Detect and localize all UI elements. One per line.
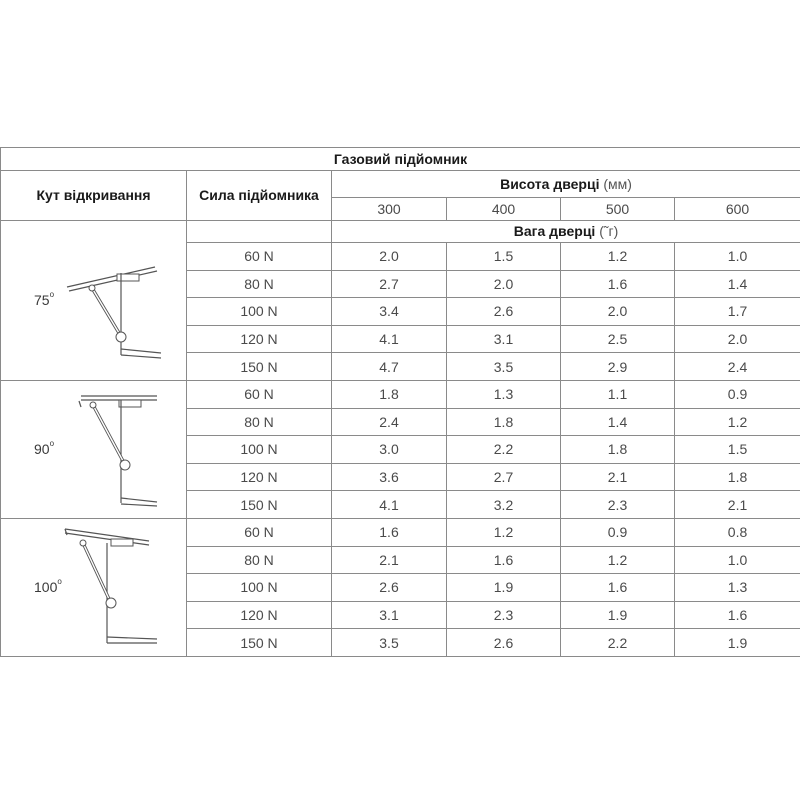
weight-value-cell: 2.4 bbox=[332, 408, 447, 436]
weight-value-cell: 3.2 bbox=[447, 491, 561, 519]
gas-lift-table bbox=[0, 147, 800, 657]
weight-value-cell: 1.9 bbox=[675, 629, 800, 657]
weight-value-cell: 2.3 bbox=[447, 601, 561, 629]
weight-value-cell: 1.0 bbox=[675, 243, 800, 271]
lift-force-cell: 150 N bbox=[187, 629, 332, 657]
weight-value-cell: 2.9 bbox=[561, 353, 675, 381]
opening-angle-cell bbox=[1, 518, 187, 656]
weight-value-cell: 3.6 bbox=[332, 463, 447, 491]
table-title: Газовий підйомник bbox=[1, 148, 800, 171]
weight-value-cell: 2.7 bbox=[447, 463, 561, 491]
weight-value-cell: 1.2 bbox=[561, 243, 675, 271]
lift-force-header: Сила підйомника bbox=[187, 171, 332, 221]
weight-value-cell: 2.0 bbox=[447, 270, 561, 298]
weight-value-cell: 1.4 bbox=[675, 270, 800, 298]
angle-number: 100 bbox=[34, 578, 58, 595]
weight-value-cell: 2.1 bbox=[675, 491, 800, 519]
lift-force-cell: 100 N bbox=[187, 298, 332, 326]
weight-value-cell: 1.2 bbox=[447, 518, 561, 546]
weight-value-cell: 0.9 bbox=[561, 518, 675, 546]
table-row bbox=[1, 380, 800, 408]
weight-value-cell: 3.4 bbox=[332, 298, 447, 326]
weight-value-cell: 1.6 bbox=[675, 601, 800, 629]
opening-angle-cell bbox=[1, 221, 187, 381]
degree-sign: o bbox=[49, 290, 55, 300]
table-row bbox=[1, 221, 800, 243]
angle-number: 75 bbox=[34, 292, 50, 308]
weight-value-cell: 1.0 bbox=[675, 546, 800, 574]
weight-value-cell: 4.1 bbox=[332, 491, 447, 519]
lift-force-cell: 80 N bbox=[187, 546, 332, 574]
door-height-unit: (мм) bbox=[603, 175, 632, 192]
weight-value-cell: 1.9 bbox=[447, 574, 561, 602]
weight-value-cell: 3.5 bbox=[332, 629, 447, 657]
table-row bbox=[1, 518, 800, 546]
door-weight-label: Вага дверці bbox=[513, 223, 596, 239]
door-height-400: 400 bbox=[447, 198, 561, 221]
weight-value-cell: 4.7 bbox=[332, 353, 447, 381]
degree-sign: o bbox=[57, 577, 62, 587]
weight-value-cell: 2.0 bbox=[675, 325, 800, 353]
weight-value-cell: 2.4 bbox=[675, 353, 800, 381]
angle-value bbox=[34, 441, 54, 457]
lift-force-cell: 100 N bbox=[187, 436, 332, 464]
weight-value-cell: 1.6 bbox=[561, 270, 675, 298]
degree-sign: o bbox=[49, 439, 55, 449]
weight-value-cell: 3.1 bbox=[332, 601, 447, 629]
lift-force-cell: 100 N bbox=[187, 574, 332, 602]
weight-value-cell: 1.8 bbox=[561, 436, 675, 464]
weight-value-cell: 1.8 bbox=[332, 380, 447, 408]
lift-force-cell: 120 N bbox=[187, 463, 332, 491]
weight-value-cell: 0.9 bbox=[675, 380, 800, 408]
weight-value-cell: 4.1 bbox=[332, 325, 447, 353]
lift-force-cell: 120 N bbox=[187, 601, 332, 629]
door-height-500: 500 bbox=[561, 198, 675, 221]
lift-force-cell: 150 N bbox=[187, 353, 332, 381]
force-blank-cell bbox=[187, 221, 332, 243]
weight-value-cell: 1.8 bbox=[447, 408, 561, 436]
door-height-600: 600 bbox=[675, 198, 800, 221]
weight-value-cell: 1.4 bbox=[561, 408, 675, 436]
angle-value bbox=[34, 292, 54, 308]
door-height-300: 300 bbox=[332, 198, 447, 221]
weight-value-cell: 2.5 bbox=[561, 325, 675, 353]
angle-value bbox=[34, 579, 62, 595]
weight-value-cell: 1.7 bbox=[675, 298, 800, 326]
weight-value-cell: 2.0 bbox=[561, 298, 675, 326]
weight-value-cell: 2.1 bbox=[561, 463, 675, 491]
lift-force-cell: 80 N bbox=[187, 270, 332, 298]
lift-force-cell: 60 N bbox=[187, 518, 332, 546]
weight-value-cell: 2.2 bbox=[561, 629, 675, 657]
angle-number: 90 bbox=[34, 440, 50, 457]
door-height-header bbox=[332, 171, 800, 198]
weight-value-cell: 1.6 bbox=[332, 518, 447, 546]
weight-value-cell: 2.2 bbox=[447, 436, 561, 464]
lift-force-cell: 60 N bbox=[187, 243, 332, 271]
lift-force-cell: 60 N bbox=[187, 380, 332, 408]
opening-angle-cell bbox=[1, 380, 187, 518]
door-height-label: Висота дверці bbox=[500, 175, 600, 192]
weight-value-cell: 3.1 bbox=[447, 325, 561, 353]
door-weight-header bbox=[332, 221, 800, 243]
spec-table-container bbox=[0, 147, 800, 652]
weight-value-cell: 2.3 bbox=[561, 491, 675, 519]
weight-value-cell: 2.1 bbox=[332, 546, 447, 574]
weight-value-cell: 1.5 bbox=[675, 436, 800, 464]
weight-value-cell: 1.3 bbox=[447, 380, 561, 408]
lift-force-cell: 80 N bbox=[187, 408, 332, 436]
weight-value-cell: 2.0 bbox=[332, 243, 447, 271]
weight-value-cell: 1.2 bbox=[675, 408, 800, 436]
weight-value-cell: 2.6 bbox=[332, 574, 447, 602]
weight-value-cell: 0.8 bbox=[675, 518, 800, 546]
weight-value-cell: 3.5 bbox=[447, 353, 561, 381]
weight-value-cell: 1.8 bbox=[675, 463, 800, 491]
weight-value-cell: 1.2 bbox=[561, 546, 675, 574]
door-weight-unit: (˜г) bbox=[599, 223, 619, 239]
weight-value-cell: 2.7 bbox=[332, 270, 447, 298]
lift-force-cell: 120 N bbox=[187, 325, 332, 353]
weight-value-cell: 1.1 bbox=[561, 380, 675, 408]
weight-value-cell: 1.3 bbox=[675, 574, 800, 602]
lift-force-cell: 150 N bbox=[187, 491, 332, 519]
weight-value-cell: 1.6 bbox=[447, 546, 561, 574]
weight-value-cell: 1.5 bbox=[447, 243, 561, 271]
weight-value-cell: 1.9 bbox=[561, 601, 675, 629]
weight-value-cell: 2.6 bbox=[447, 629, 561, 657]
weight-value-cell: 1.6 bbox=[561, 574, 675, 602]
weight-value-cell: 3.0 bbox=[332, 436, 447, 464]
opening-angle-header: Кут відкривання bbox=[1, 171, 187, 221]
weight-value-cell: 2.6 bbox=[447, 298, 561, 326]
